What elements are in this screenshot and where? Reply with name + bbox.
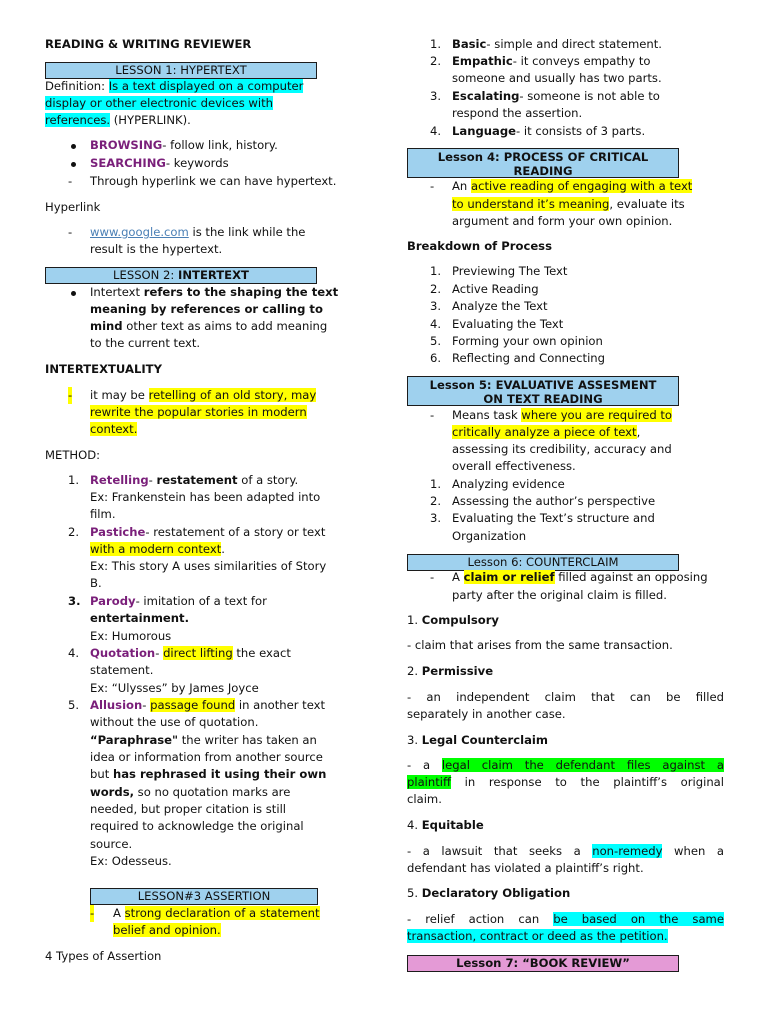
lawsuit: - a lawsuit that seeks a bbox=[407, 844, 593, 858]
passage-found-highlight: passage found bbox=[150, 698, 236, 712]
step-evaluating: Evaluating the Text bbox=[452, 317, 564, 331]
hyperlink-label: Hyperlink bbox=[45, 200, 101, 214]
list-number: 2. bbox=[430, 494, 442, 508]
item-analyzing-evidence: Analyzing evidence bbox=[452, 477, 565, 491]
lesson5-header bbox=[407, 376, 679, 406]
list-number: 1. bbox=[430, 37, 442, 51]
pastiche-line2 bbox=[90, 541, 225, 558]
lesson2-prefix: LESSON 2: bbox=[113, 268, 179, 282]
intertextuality-heading: INTERTEXTUALITY bbox=[45, 362, 162, 376]
intertextuality-line3 bbox=[90, 421, 137, 438]
dash-marker: - bbox=[430, 179, 435, 193]
list-number: 3. bbox=[430, 89, 442, 103]
direct-lifting-highlight: direct lifting bbox=[163, 646, 233, 660]
quotation-term: Quotation bbox=[90, 646, 156, 660]
lesson1-definition-line3 bbox=[45, 112, 191, 129]
dash-marker: - bbox=[68, 387, 72, 404]
method-label: METHOD: bbox=[45, 448, 101, 462]
method-quotation bbox=[90, 645, 291, 662]
dash-marker: - bbox=[68, 174, 73, 188]
dash-marker: - bbox=[430, 570, 435, 584]
type-equitable bbox=[407, 817, 484, 834]
parody-desc: - imitation of a text for bbox=[135, 594, 267, 608]
an: An bbox=[452, 179, 471, 193]
legal-desc-line1 bbox=[407, 757, 724, 774]
relief-action: - relief action can bbox=[407, 912, 554, 926]
intertext-line4: to the current text. bbox=[90, 336, 201, 350]
period: . bbox=[221, 542, 225, 556]
searching-term: SEARCHING bbox=[90, 156, 166, 170]
browsing-term: BROWSING bbox=[90, 138, 163, 152]
sep: - bbox=[148, 473, 157, 487]
evaluate-its: , evaluate its bbox=[609, 197, 685, 211]
num: 2. bbox=[407, 664, 422, 678]
type-legal bbox=[407, 732, 548, 749]
evaluative-line4: overall effectiveness. bbox=[452, 459, 576, 473]
a: A bbox=[113, 906, 125, 920]
escalating-cont: respond the assertion. bbox=[452, 106, 583, 120]
language-term: Language bbox=[452, 124, 517, 138]
paraphrase-line3 bbox=[90, 766, 326, 783]
equitable-desc-line2: defendant has violated a plaintiff’s right. bbox=[407, 861, 644, 875]
modern-context-highlight: with a modern context bbox=[90, 542, 222, 556]
required-highlight: where you are required to bbox=[521, 408, 673, 422]
legal-desc-line3: claim. bbox=[407, 792, 442, 806]
list-number: 4. bbox=[430, 124, 442, 138]
allusion-example: Ex: Odesseus. bbox=[90, 854, 172, 868]
rephrased-bold: has rephrased it using their own bbox=[112, 767, 327, 781]
compulsory-desc: - claim that arises from the same transaction. bbox=[407, 638, 673, 652]
sep: - bbox=[155, 646, 164, 660]
list-number: 4. bbox=[430, 317, 442, 331]
restatement-bold: restatement bbox=[156, 473, 238, 487]
legal-term: Legal Counterclaim bbox=[421, 733, 548, 747]
critical-reading-line1 bbox=[452, 178, 692, 195]
claim-relief-highlight: claim or relief bbox=[463, 570, 555, 584]
empathic-cont: someone and usually has two parts. bbox=[452, 71, 662, 85]
no-quotation: so no quotation marks are bbox=[134, 785, 291, 799]
bullet-icon bbox=[71, 144, 76, 149]
item-author-perspective: Assessing the author’s perspective bbox=[452, 494, 656, 508]
browsing-desc: - follow link, history. bbox=[162, 138, 278, 152]
sep: - bbox=[142, 698, 151, 712]
bullet-icon bbox=[71, 291, 76, 296]
list-number: 1. bbox=[68, 473, 80, 487]
plaintiff-highlight: plaintiff bbox=[407, 775, 452, 789]
legal-desc-line2 bbox=[407, 774, 724, 791]
google-link[interactable]: www.google.com bbox=[90, 225, 189, 239]
assertion-basic bbox=[452, 36, 662, 53]
intertext-mind: mind bbox=[90, 319, 123, 333]
evaluative-line2 bbox=[452, 424, 640, 441]
assertion-language bbox=[452, 123, 645, 140]
list-number: 2. bbox=[430, 54, 442, 68]
escalating-desc: - someone is not able to bbox=[519, 89, 660, 103]
understand-highlight: to understand it’s meaning bbox=[452, 197, 610, 211]
assertion-line1 bbox=[113, 905, 320, 922]
retelling-example-cont: film. bbox=[90, 507, 116, 521]
paraphrase-line bbox=[90, 732, 317, 749]
link-tail: is the link while the bbox=[188, 225, 306, 239]
counterclaim-line1 bbox=[452, 569, 708, 586]
num: 4. bbox=[407, 818, 422, 832]
step-reflecting: Reflecting and Connecting bbox=[452, 351, 605, 365]
lesson2-header bbox=[45, 267, 317, 284]
step-analyze: Analyze the Text bbox=[452, 299, 548, 313]
in-response: in response to the plaintiff’s original bbox=[451, 775, 724, 789]
when-a: when a bbox=[662, 844, 724, 858]
escalating-term: Escalating bbox=[452, 89, 520, 103]
critically-analyze-highlight: critically analyze a piece of text bbox=[452, 425, 637, 439]
paraphrase-line6: required to acknowledge the original bbox=[90, 819, 304, 833]
lesson1-header: LESSON 1: HYPERTEXT bbox=[45, 62, 317, 79]
equitable-desc-line1 bbox=[407, 843, 724, 860]
equitable-term: Equitable bbox=[421, 818, 484, 832]
list-number: 5. bbox=[430, 334, 442, 348]
step-previewing: Previewing The Text bbox=[452, 264, 568, 278]
pastiche-example-cont: B. bbox=[90, 576, 102, 590]
intertextuality-line2 bbox=[90, 404, 307, 421]
a: - a bbox=[407, 758, 442, 772]
belief-highlight: belief and opinion. bbox=[113, 923, 221, 937]
intertext-line3 bbox=[90, 318, 327, 335]
paraphrase-line2: idea or information from another source bbox=[90, 750, 323, 764]
list-number: 1. bbox=[430, 477, 442, 491]
critical-reading-line2 bbox=[452, 196, 685, 213]
definition-highlight-3: references. bbox=[45, 113, 111, 127]
assertion-escalating bbox=[452, 88, 660, 105]
definition-tail: (HYPERLINK). bbox=[110, 113, 191, 127]
dash-marker: - bbox=[430, 408, 435, 422]
type-permissive bbox=[407, 663, 493, 680]
allusion-term: Allusion bbox=[90, 698, 143, 712]
language-desc: - it consists of 3 parts. bbox=[516, 124, 646, 138]
lesson3-header: LESSON#3 ASSERTION bbox=[90, 888, 318, 905]
transaction-highlight: transaction, contract or deed as the petition. bbox=[407, 929, 668, 943]
declaratory-term: Declaratory Obligation bbox=[421, 886, 571, 900]
lesson2-title: INTERTEXT bbox=[178, 268, 249, 282]
list-number: 3. bbox=[430, 299, 442, 313]
declaratory-desc-line2 bbox=[407, 928, 668, 945]
list-number: 5. bbox=[68, 698, 80, 712]
pastiche-desc: - restatement of a story or text bbox=[145, 525, 326, 539]
document-title: READING & WRITING REVIEWER bbox=[45, 37, 252, 51]
method-allusion bbox=[90, 697, 325, 714]
lesson4-header bbox=[407, 148, 679, 178]
permissive-desc: - an independent claim that can be filled bbox=[407, 690, 724, 704]
parody-example: Ex: Humorous bbox=[90, 629, 172, 643]
filled-against: filled against an opposing bbox=[554, 570, 708, 584]
retelling-example: Ex: Frankenstein has been adapted into bbox=[90, 490, 321, 504]
intertext-line1 bbox=[90, 284, 338, 301]
num: 5. bbox=[407, 886, 422, 900]
context-highlight: context. bbox=[90, 422, 138, 436]
a: A bbox=[452, 570, 464, 584]
step-forming-opinion: Forming your own opinion bbox=[452, 334, 603, 348]
paraphrase-bold: “Paraphrase" bbox=[90, 733, 179, 747]
through-hyperlink: Through hyperlink we can have hypertext. bbox=[90, 174, 337, 188]
bullet-icon bbox=[71, 162, 76, 167]
intertext-line2: meaning by references or calling to bbox=[90, 302, 323, 316]
evaluative-line3: assessing its credibility, accuracy and bbox=[452, 442, 672, 456]
the-exact: the exact bbox=[232, 646, 291, 660]
assertion-line2 bbox=[113, 922, 221, 939]
dash-marker: - bbox=[68, 225, 73, 239]
non-remedy-highlight: non-remedy bbox=[592, 844, 663, 858]
based-on-highlight: be based on the same bbox=[553, 912, 724, 926]
definition-label: Definition: bbox=[45, 79, 109, 93]
quotation-line2: statement. bbox=[90, 663, 154, 677]
lesson4-header-line1: Lesson 4: PROCESS OF CRITICAL bbox=[437, 150, 649, 164]
types-of-assertion: 4 Types of Assertion bbox=[45, 949, 162, 963]
retelling-term: Retelling bbox=[90, 473, 149, 487]
means-task: Means task bbox=[452, 408, 522, 422]
retelling-highlight: retelling of an old story, may bbox=[148, 388, 317, 402]
method-pastiche bbox=[90, 524, 325, 541]
item-text-structure-cont: Organization bbox=[452, 529, 527, 543]
of-a-story: of a story. bbox=[237, 473, 299, 487]
lesson5-header-line2: ON TEXT READING bbox=[483, 392, 603, 406]
list-number: 2. bbox=[68, 525, 80, 539]
words-bold: words, bbox=[90, 785, 134, 799]
empathic-term: Empathic bbox=[452, 54, 513, 68]
lesson5-header-line1: Lesson 5: EVALUATIVE ASSESMENT bbox=[429, 378, 657, 392]
hyperlink-line bbox=[90, 224, 305, 241]
pastiche-term: Pastiche bbox=[90, 525, 146, 539]
strong-declaration-highlight: strong declaration of a statement bbox=[124, 906, 320, 920]
dash-marker: - bbox=[90, 905, 94, 922]
evaluative-line1 bbox=[452, 407, 672, 424]
step-active-reading: Active Reading bbox=[452, 282, 539, 296]
type-compulsory bbox=[407, 612, 499, 629]
critical-reading-line3: argument and form your own opinion. bbox=[452, 214, 673, 228]
list-number: 3. bbox=[68, 594, 81, 608]
in-another-text: in another text bbox=[235, 698, 326, 712]
basic-term: Basic bbox=[452, 37, 487, 51]
active-reading-highlight: active reading of engaging with a text bbox=[470, 179, 693, 193]
paraphrase-line7: source. bbox=[90, 837, 133, 851]
list-number: 1. bbox=[430, 264, 442, 278]
breakdown-heading: Breakdown of Process bbox=[407, 239, 552, 253]
basic-desc: - simple and direct statement. bbox=[486, 37, 662, 51]
rewrite-highlight: rewrite the popular stories in modern bbox=[90, 405, 307, 419]
lesson6-header: Lesson 6: COUNTERCLAIM bbox=[407, 554, 679, 571]
it-may-be: it may be bbox=[90, 388, 149, 402]
legal-claim-highlight: legal claim the defendant files against a bbox=[441, 758, 724, 772]
list-number: 4. bbox=[68, 646, 80, 660]
paraphrase-line5: needed, but proper citation is still bbox=[90, 802, 287, 816]
permissive-term: Permissive bbox=[421, 664, 494, 678]
pastiche-example: Ex: This story A uses similarities of Story bbox=[90, 559, 327, 573]
method-parody bbox=[90, 593, 267, 610]
bullet-browsing bbox=[90, 137, 278, 154]
num: 1. bbox=[407, 613, 422, 627]
paraphrase-line4 bbox=[90, 784, 290, 801]
searching-desc: - keywords bbox=[165, 156, 229, 170]
definition-highlight: Is a text displayed on a computer bbox=[108, 79, 304, 93]
num: 3. bbox=[407, 733, 422, 747]
list-number: 2. bbox=[430, 282, 442, 296]
list-number: 6. bbox=[430, 351, 442, 365]
intertextuality-line1 bbox=[90, 387, 316, 404]
intertext-bold: refers to the shaping the text bbox=[143, 285, 339, 299]
comma: , bbox=[636, 425, 641, 439]
lesson4-header-line2: READING bbox=[513, 164, 573, 178]
definition-highlight-2: display or other electronic devices with bbox=[45, 96, 274, 110]
empathic-desc: - it conveys empathy to bbox=[512, 54, 651, 68]
hyperlink-line2: result is the hypertext. bbox=[90, 242, 223, 256]
item-text-structure: Evaluating the Text’s structure and bbox=[452, 511, 655, 525]
list-number: 3. bbox=[430, 511, 442, 525]
quotation-example: Ex: “Ulysses” by James Joyce bbox=[90, 681, 259, 695]
entertainment-bold: entertainment. bbox=[90, 611, 189, 625]
intertext-rest: other text as aims to add meaning bbox=[122, 319, 328, 333]
bullet-searching bbox=[90, 155, 229, 172]
lesson7-header: Lesson 7: “BOOK REVIEW” bbox=[407, 955, 679, 972]
paraphrase-desc: the writer has taken an bbox=[178, 733, 317, 747]
compulsory-term: Compulsory bbox=[421, 613, 499, 627]
allusion-line2: without the use of quotation. bbox=[90, 715, 259, 729]
declaratory-desc-line1 bbox=[407, 911, 724, 928]
intertext-word: Intertext bbox=[90, 285, 144, 299]
lesson1-definition bbox=[45, 78, 303, 95]
type-declaratory bbox=[407, 885, 570, 902]
method-retelling bbox=[90, 472, 298, 489]
but: but bbox=[90, 767, 113, 781]
assertion-empathic bbox=[452, 53, 650, 70]
counterclaim-line2: party after the original claim is filled. bbox=[452, 588, 667, 602]
permissive-desc-cont: separately in another case. bbox=[407, 707, 566, 721]
lesson1-definition-line2 bbox=[45, 95, 273, 112]
parody-term: Parody bbox=[90, 594, 136, 608]
